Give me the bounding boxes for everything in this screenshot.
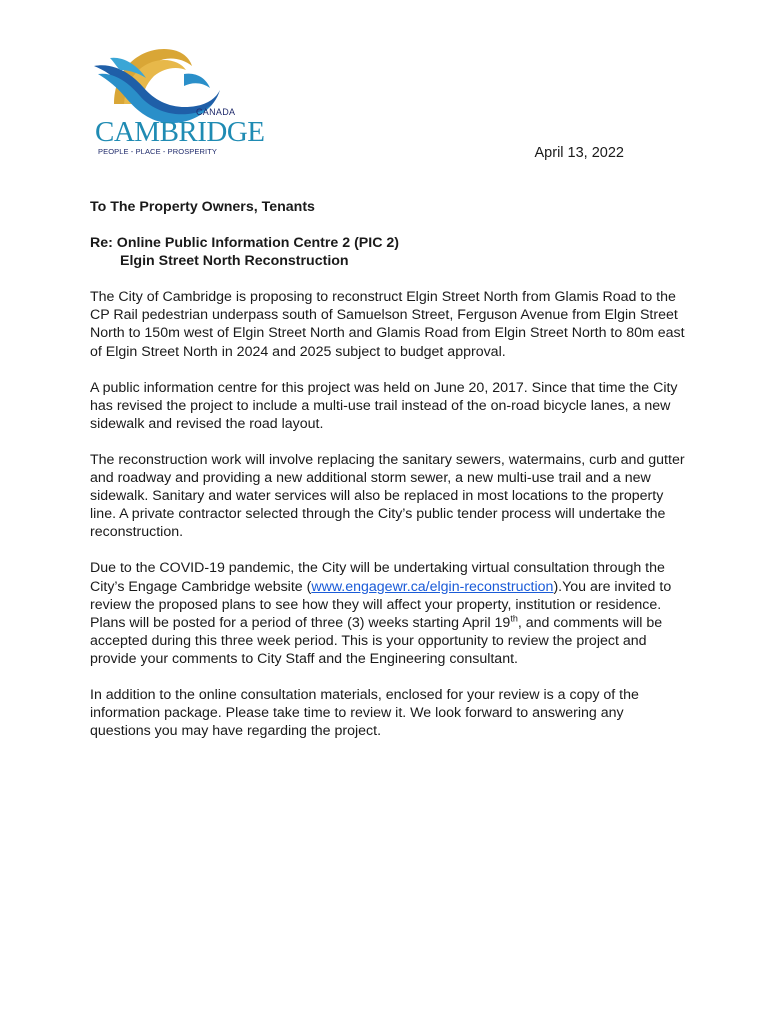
paragraph-4-text-c: , and comments will be accepted during this three week period. This is your opportunity to review the project and provide your comments to City Staff and the Engineering consultant. [90,614,663,667]
logo-country: CANADA [196,107,236,117]
subject-line [90,234,686,270]
logo-tagline: PEOPLE - PLACE - PROSPERITY [98,147,217,156]
paragraph-4-text-a: Due to the COVID-19 pandemic, the City will be undertaking virtual consultation through the City’s Engage Cambridge website ( [90,560,665,595]
city-logo [84,44,265,162]
letter-date: April 13, 2022 [534,145,624,161]
logo-city-name: CAMBRIDGE [95,116,265,148]
salutation: To The Property Owners, Tenants [90,199,315,215]
subject-line-2: Elgin Street North Reconstruction [120,253,349,270]
paragraph-4-text-b: ).You are invited to review the proposed plans to see how they will affect your property, institution or residence. Plans will be posted for a period of three (3) weeks starting April 19 [90,578,672,631]
ordinal-suffix: th [510,612,518,623]
paragraph-1: The City of Cambridge is proposing to reconstruct Elgin Street North from Glamis Road to the CP Rail pedestrian underpass south of Samuelson Street, Ferguson Avenue from Elgin Street North to 150m west of Elgin Street North and Glamis Road from Elgin Street North to 80m east of Elgin Street North in 2024 and 2025 subject to budget approval. [90,289,685,360]
paragraph-3: The reconstruction work will involve replacing the sanitary sewers, watermains, curb and gutter and roadway and providing a new additional storm sewer, a new multi-use trail and a new sidewalk. Sanitary and water services will also be replaced in most locations to the property line. A private contractor selected through the City’s public tender process will undertake the reconstruction. [90,451,685,541]
subject-line-1: Re: Online Public Information Centre 2 (PIC 2) [90,235,400,252]
engage-website-link[interactable]: www.engagewr.ca/elgin-reconstruction [311,578,554,595]
paragraph-2: A public information centre for this project was held on June 20, 2017. Since that time the City has revised the project to include a multi-use trail instead of the on-road bicycle lanes, a new sidewalk and revised the road layout. [90,379,678,432]
paragraph-5: In addition to the online consultation materials, enclosed for your review is a copy of the information package. Please take time to review it. We look forward to answering any questions you may have regarding the project. [90,686,639,740]
letter-body [90,198,686,758]
paragraph-4 [90,559,686,668]
